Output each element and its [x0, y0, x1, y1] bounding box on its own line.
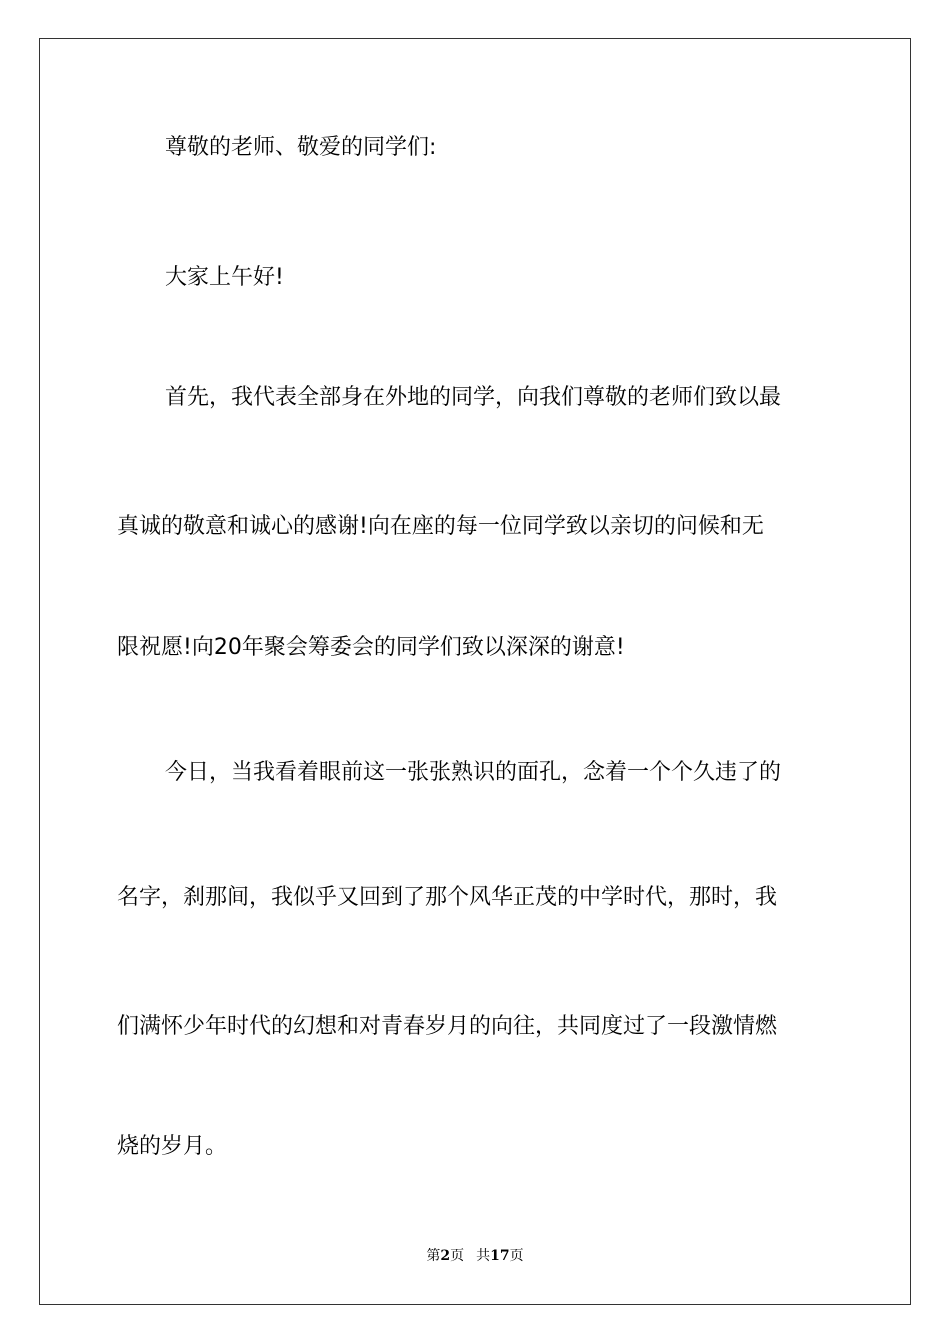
footer-total-prefix: 共	[476, 1248, 491, 1264]
paragraph-line: 名字，刹那间，我似乎又回到了那个风华正茂的中学时代，那时，我	[117, 885, 778, 910]
page-footer	[0, 1247, 950, 1265]
paragraph-line: 限祝愿!向20年聚会筹委会的同学们致以深深的谢意!	[117, 635, 625, 660]
page-border	[39, 38, 911, 1305]
paragraph-line: 们满怀少年时代的幻想和对青春岁月的向往，共同度过了一段激情燃	[117, 1014, 778, 1039]
footer-page-prefix: 第	[426, 1248, 441, 1264]
footer-page-suffix: 页	[450, 1248, 465, 1264]
paragraph-line: 真诚的敬意和诚心的感谢!向在座的每一位同学致以亲切的问候和无	[117, 514, 764, 539]
paragraph-line: 烧的岁月。	[117, 1134, 228, 1159]
paragraph-line: 今日，当我看着眼前这一张张熟识的面孔，念着一个个久违了的	[165, 760, 782, 785]
footer-total-pages: 17	[490, 1248, 510, 1264]
salutation-line: 大家上午好!	[165, 265, 284, 290]
greeting-line: 尊敬的老师、敬爱的同学们:	[165, 135, 437, 160]
footer-total-suffix: 页	[509, 1248, 524, 1264]
paragraph-line: 首先，我代表全部身在外地的同学，向我们尊敬的老师们致以最	[165, 385, 782, 410]
footer-page-number: 2	[440, 1248, 451, 1264]
